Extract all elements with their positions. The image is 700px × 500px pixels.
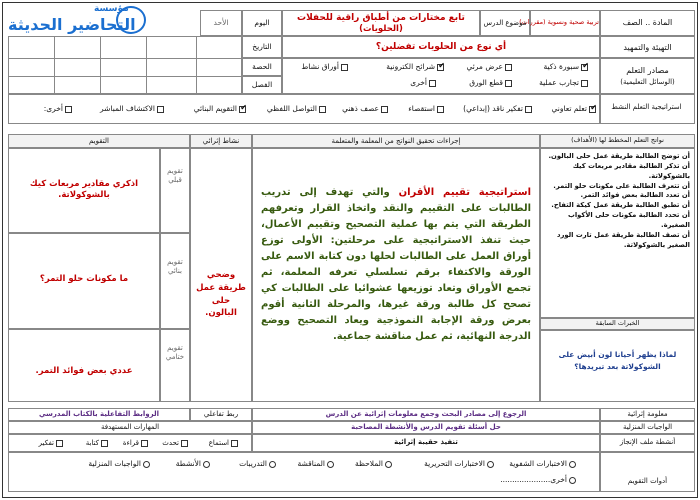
- achieve-value: تنفيذ حقيبة إثرائية: [394, 438, 458, 446]
- skills-label-cell: [8, 421, 252, 434]
- achieve-label-cell: [600, 434, 695, 452]
- class-label-cell: [242, 76, 282, 94]
- tool-item-other[interactable]: أخرى.....................: [500, 476, 576, 485]
- topic-value-cell: [519, 10, 600, 36]
- activity-header-label: نشاط إثرائي: [202, 137, 240, 145]
- homework-value: حل أسئلة تقويم الدرس والأنشطة المصاحبة: [351, 423, 501, 431]
- outcomes-header-label: نواتج التعلم المخطط لها (الأهداف): [571, 136, 664, 144]
- strategy-item-5[interactable]: ✔التقويم البنائي: [194, 105, 246, 114]
- assessment-header: [8, 134, 190, 148]
- outcome-item: أن تحدد الطالبة مكونات حلى الأكواب الصغيرة.: [567, 211, 690, 229]
- tool-item-0[interactable]: الاختبارات الشفوية: [509, 460, 576, 469]
- day-value: الأحد: [213, 18, 229, 27]
- assessment-text-2: [8, 329, 160, 402]
- achieve-label: أنشطة ملف الإنجاز: [619, 438, 676, 446]
- assessment-stage-label: تقويم بنائي: [167, 258, 183, 276]
- lesson-title-cell: [282, 10, 480, 36]
- links-value-cell: [8, 408, 190, 421]
- lesson-title: تابع مختارات من أطباق راقية للحفلات: [297, 13, 465, 23]
- procedure-heading: استراتيجية تقييم الأقران: [398, 187, 531, 198]
- period-label: الحصة: [252, 62, 272, 71]
- assessment-stage-1: [160, 233, 190, 329]
- procedure-cell: [252, 148, 540, 402]
- source-item-1[interactable]: عرض مرئي: [466, 63, 512, 72]
- subject-cell: [600, 10, 695, 36]
- day-label: اليوم: [254, 18, 270, 27]
- assessment-question: اذكري مقادير مربعات كيك بالشوكولاتة.: [29, 179, 139, 201]
- skill-item-0[interactable]: تفكير: [39, 439, 63, 447]
- tools-label: أدوات التقويم: [627, 477, 668, 485]
- procedures-header-label: إجراءات تحقيق النواتج من المعلمة والمتعلمة: [331, 137, 461, 145]
- enrich-value: الرجوع إلى مصادر البحث وجمع معلومات إثرائية عن الدرس: [325, 410, 527, 418]
- links-value: الروابط التفاعلية بالكتاب المدرسي: [38, 410, 160, 418]
- topic-label-cell: [480, 10, 530, 36]
- topic-label: موضوع الدرس: [483, 19, 527, 27]
- strategies-label-cell: [600, 94, 695, 124]
- outcomes-cell: [540, 148, 695, 318]
- day-label-cell: [242, 10, 282, 36]
- skills-label: المهارات المستهدفة: [100, 423, 160, 431]
- prior-header: [540, 318, 695, 330]
- homework-label: الواجبات المنزلية: [622, 423, 673, 431]
- source-item-2[interactable]: ✔شرائح الكترونية: [386, 63, 444, 72]
- date-label-cell: [242, 36, 282, 58]
- tool-item-2[interactable]: الملاحظة: [355, 460, 392, 469]
- assessment-header-label: التقويم: [89, 137, 109, 145]
- outcomes-header: [540, 134, 695, 148]
- source-item-0[interactable]: ✔سبورة ذكية: [543, 63, 588, 72]
- activity-header: [190, 134, 252, 148]
- assessment-stage-0: [160, 148, 190, 233]
- homework-value-cell: [252, 421, 600, 434]
- date-grid: [8, 36, 242, 94]
- intro-label: التهيئة والتمهيد: [623, 43, 672, 52]
- activity-cell: [190, 148, 252, 402]
- strategy-item-4[interactable]: التواصل اللفظي: [267, 105, 326, 114]
- tool-item-1[interactable]: الاختبارات التحريرية: [424, 460, 494, 469]
- enrich-label: معلومة إثرائية: [627, 410, 668, 418]
- intro-label-cell: [600, 36, 695, 58]
- tools-cell: [8, 452, 600, 492]
- sources-sublabel: (الوسائل التعليمية): [620, 78, 675, 86]
- strategy-item-3[interactable]: عصف ذهني: [342, 105, 388, 114]
- procedures-header: [252, 134, 540, 148]
- strategy-item-6[interactable]: الاكتشاف المباشر: [100, 105, 164, 114]
- strategy-item-1[interactable]: تفكير ناقد (إبداعي): [463, 105, 532, 114]
- lesson-subtitle: (الحلويات): [359, 24, 403, 34]
- topic-value: تربية صحية ونسوية (مقررات): [519, 18, 599, 26]
- skill-item-1[interactable]: كتابة: [86, 439, 108, 447]
- prior-cell: [540, 330, 695, 402]
- sources-label-cell: [600, 58, 695, 94]
- subject-label: المادة .. الصف: [622, 18, 673, 27]
- intro-question-cell: [282, 36, 600, 58]
- assessment-stage-label: تقويم قبلي: [167, 167, 183, 185]
- period-label-cell: [242, 58, 282, 76]
- skill-item-2[interactable]: قراءة: [123, 439, 148, 447]
- source-item-6[interactable]: أخرى: [410, 79, 436, 88]
- assessment-stage-2: [160, 329, 190, 402]
- source-item-3[interactable]: أوراق نشاط: [301, 63, 348, 72]
- skill-item-4[interactable]: استماع: [209, 439, 238, 447]
- sources-label: مصادر التعلم: [626, 66, 669, 75]
- source-item-4[interactable]: تجارب عملية: [539, 79, 588, 88]
- procedure-text: والتي تهدف إلى تدريب الطالبات على التقييم والنقد واتخاذ القرار وتعرفهم الطريقة التي يتم بها عملية التصحيح وتقييم الأعمال، حيث تنفذ الاستراتيجية على مرحلتين: الأولى توزع أوراق العمل على الطالبات لحلها دون كتابة الاسم على الورقة والاكتفاء برقم تسلسلي تعرفه المعلمة، ثم تجمع الأوراق وتعاد توزيعها عشوائيا على الطالبات كي تصحح كل طالبة ورقة غيرها، والمرحلة الثانية أقوم بعرض ورقة الإجابة النموذجية ويعاد التصحيح ووضع الدرجة النهائية، ثم عمل مناقشة جماعية.: [261, 187, 531, 342]
- logo-line2: التحاضير الحديثة: [8, 15, 136, 34]
- outcome-item: أن تذكر الطالبة مقادير مربعات كيك بالشوكولاتة.: [572, 161, 690, 180]
- tool-item-4[interactable]: التدريبات: [239, 460, 276, 469]
- activity-text: وضحي طريقة عمل حلى البالون.: [196, 270, 246, 319]
- prior-text: لماذا يظهر أحيانا لون أبيض على الشوكولاتة بعد تبريدها؟: [558, 350, 677, 371]
- date-label: التاريخ: [252, 42, 272, 51]
- prior-label: الخبرات السابقة: [595, 319, 640, 327]
- skill-item-3[interactable]: تحدث: [162, 439, 188, 447]
- intro-question: أي نوع من الحلويات تفضلين؟: [375, 42, 507, 52]
- homework-label-cell: [600, 421, 695, 434]
- class-label: الفصل: [251, 80, 273, 89]
- source-item-5[interactable]: قطع الورق: [469, 79, 512, 88]
- assessment-text-1: [8, 233, 160, 329]
- outcome-item: أن توضح الطالبة طريقة عمل حلى البالون.: [548, 152, 690, 160]
- outcome-item: أن تصف الطالبة طريقة عمل تارت الورد الصغير بالشوكولاتة.: [556, 230, 690, 249]
- outcome-item: أن تطبق الطالبة طريقة عمل كيكة التفاح.: [551, 201, 690, 210]
- outcome-item: أن تعدد الطالبة بعض فوائد التمر.: [580, 191, 690, 200]
- links-label-cell: [190, 408, 252, 421]
- assessment-question: عددي بعض فوائد التمر.: [35, 366, 133, 376]
- outcome-item: أن تتعرف الطالبة على مكونات حلو التمر.: [553, 181, 690, 190]
- achieve-value-cell: [252, 434, 600, 452]
- day-value-cell: [200, 10, 242, 36]
- assessment-text-0: [8, 148, 160, 233]
- tool-item-5[interactable]: الأنشطة: [176, 460, 210, 469]
- assessment-question: ما مكونات حلو التمر؟: [39, 274, 129, 284]
- tool-item-6[interactable]: الواجبات المنزلية: [88, 460, 150, 469]
- enrich-label-cell: [600, 408, 695, 421]
- strategies-label: استراتيجية التعلم النشط: [611, 103, 682, 111]
- links-label: ربط تفاعلي: [203, 410, 239, 418]
- strategy-item-0[interactable]: ✔تعلم تعاوني: [551, 105, 596, 114]
- enrich-value-cell: [252, 408, 600, 421]
- strategy-item-7[interactable]: أخرى:: [44, 105, 72, 114]
- tool-item-3[interactable]: المناقشة: [297, 460, 334, 469]
- strategy-item-2[interactable]: استقصاء: [408, 105, 444, 114]
- procedure-body: [261, 185, 531, 345]
- logo-line1: مؤسسة: [94, 4, 129, 14]
- tools-label-cell: [600, 452, 695, 492]
- assessment-stage-label: تقويم ختامي: [165, 344, 185, 362]
